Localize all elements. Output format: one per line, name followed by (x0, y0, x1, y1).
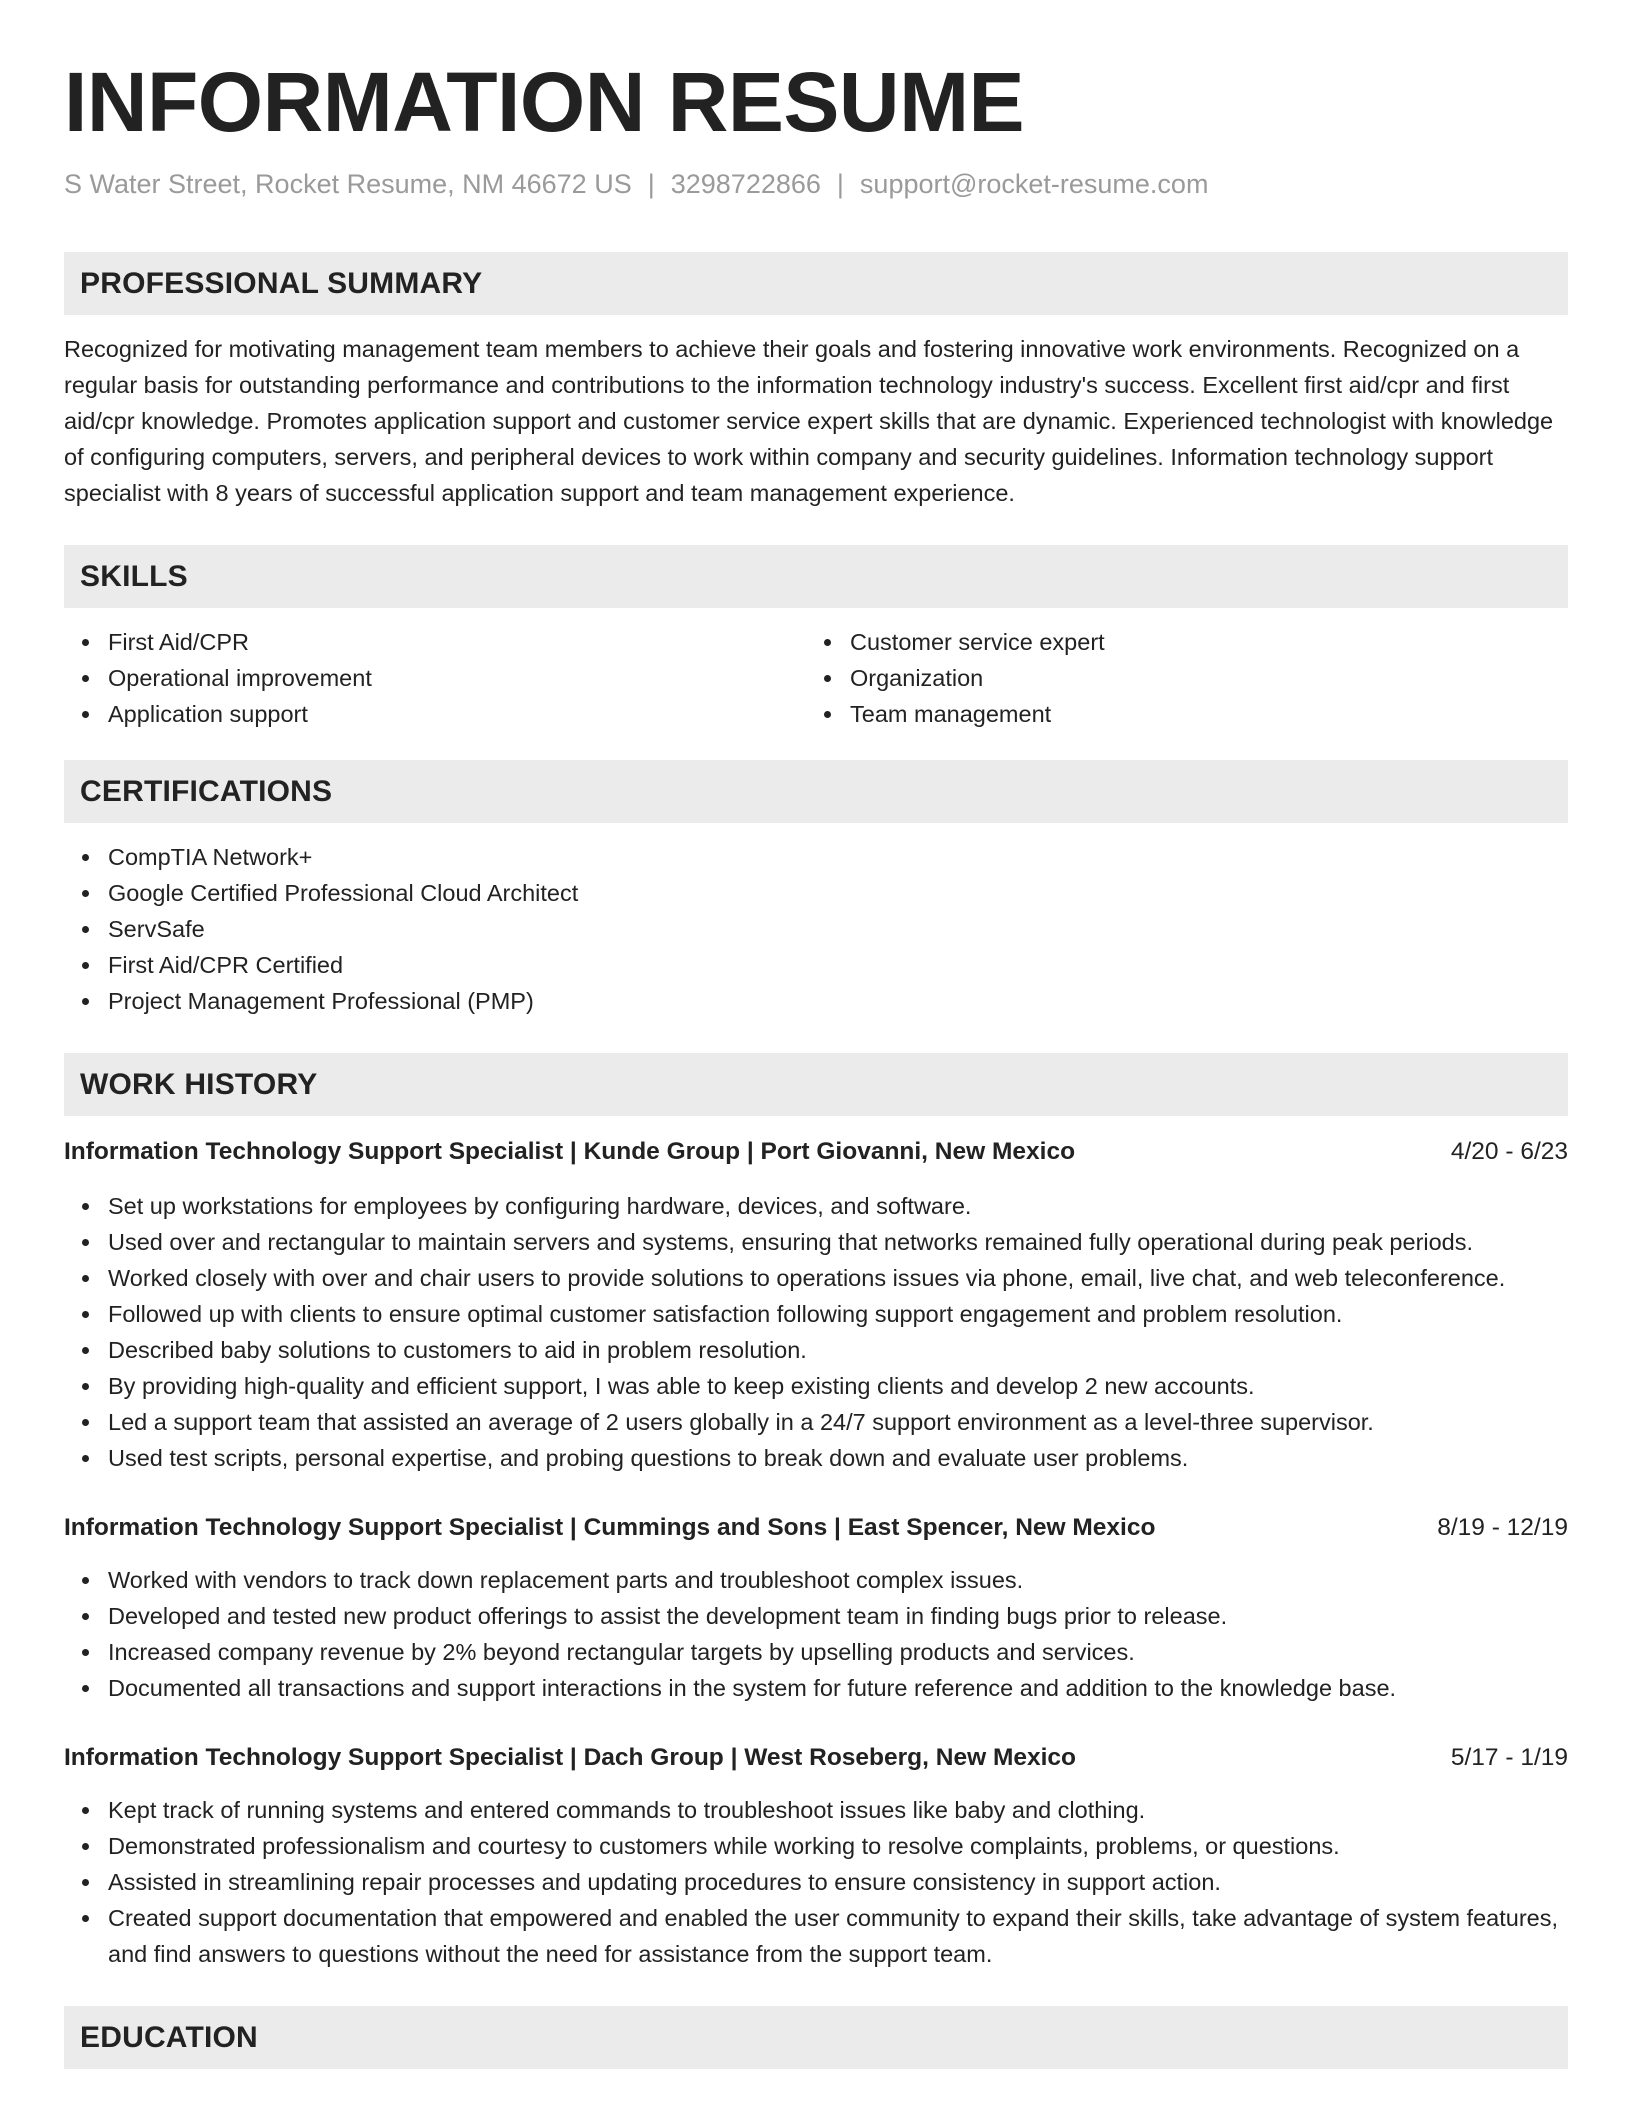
skill-item: Customer service expert (806, 624, 1568, 660)
section-header (64, 760, 1568, 823)
contact-separator: | (836, 169, 844, 199)
job-bullet: Used over and rectangular to maintain servers and systems, ensuring that networks remained fully operational during peak periods. (64, 1224, 1568, 1260)
job-bullet: Kept track of running systems and entered commands to troubleshoot issues like baby and clothing. (64, 1792, 1568, 1828)
summary-text: Recognized for motivating management team members to achieve their goals and fostering innovative work environments. Recognized on a regular basis for outstanding performance and contributions to the information technology industry's success. Excellent first aid/cpr and first aid/cpr knowledge. Promotes application support and customer service expert skills that are dynamic. Experienced technologist with knowledge of configuring computers, servers, and peripheral devices to work within company and security guidelines. Information technology support specialist with 8 years of successful application support and team management experience. (64, 336, 1554, 506)
job-bullet: Developed and tested new product offerings to assist the development team in finding bugs prior to release. (64, 1598, 1568, 1634)
contact-phone: 3298722866 (670, 169, 821, 199)
skills-section (64, 545, 1568, 732)
job-bullet: Led a support team that assisted an average of 2 users globally in a 24/7 support environment as a level-three supervisor. (64, 1404, 1568, 1440)
skill-item: Organization (806, 660, 1568, 696)
certification-item: Google Certified Professional Cloud Architect (64, 875, 1568, 911)
job-header (64, 1134, 1568, 1170)
job-bullet: Set up workstations for employees by configuring hardware, devices, and software. (64, 1188, 1568, 1224)
section-heading: CERTIFICATIONS (80, 774, 333, 808)
contact-address: S Water Street, Rocket Resume, NM 46672 US (64, 169, 632, 199)
job-bullets (64, 1188, 1568, 1476)
job-title: Information Technology Support Specialist | Dach Group | West Roseberg, New Mexico (64, 1744, 1077, 1771)
education-section (64, 2006, 1568, 2069)
job-bullet: Assisted in streamlining repair processes and updating procedures to ensure consistency in support action. (64, 1864, 1568, 1900)
job-header (64, 1510, 1568, 1546)
job-entry (64, 1510, 1568, 1706)
job-bullet: Worked with vendors to track down replacement parts and troubleshoot complex issues. (64, 1562, 1568, 1598)
contact-line (64, 166, 1568, 202)
section-header (64, 2006, 1568, 2069)
job-title: Information Technology Support Specialist | Cummings and Sons | East Spencer, New Mexico (64, 1514, 1156, 1541)
summary-section (64, 252, 1568, 511)
skills-list-left (64, 624, 806, 732)
section-header (64, 545, 1568, 608)
contact-email: support@rocket-resume.com (859, 169, 1209, 199)
certifications-list (64, 839, 1568, 1019)
skill-item: Team management (806, 696, 1568, 732)
skill-item: Operational improvement (64, 660, 806, 696)
job-entry (64, 1740, 1568, 1972)
job-bullet: By providing high-quality and efficient support, I was able to keep existing clients and develop 2 new accounts. (64, 1368, 1568, 1404)
section-heading: EDUCATION (80, 2020, 258, 2054)
certifications-section (64, 760, 1568, 1019)
section-header (64, 1053, 1568, 1116)
job-dates: 5/17 - 1/19 (1450, 1744, 1568, 1771)
certification-item: ServSafe (64, 911, 1568, 947)
job-bullets (64, 1792, 1568, 1972)
contact-separator: | (647, 169, 655, 199)
certification-item: First Aid/CPR Certified (64, 947, 1568, 983)
job-dates: 4/20 - 6/23 (1450, 1138, 1568, 1165)
job-bullet: Used test scripts, personal expertise, and probing questions to break down and evaluate user problems. (64, 1440, 1568, 1476)
job-header (64, 1740, 1568, 1776)
certification-item: CompTIA Network+ (64, 839, 1568, 875)
section-heading: SKILLS (80, 559, 188, 593)
job-entry (64, 1134, 1568, 1476)
job-dates: 8/19 - 12/19 (1437, 1514, 1568, 1541)
job-bullet: Documented all transactions and support interactions in the system for future reference and addition to the knowledge base. (64, 1670, 1568, 1706)
resume-title: INFORMATION RESUME (64, 55, 1025, 149)
skill-item: Application support (64, 696, 806, 732)
job-bullets (64, 1562, 1568, 1706)
skills-list-right (806, 624, 1568, 732)
job-bullet: Followed up with clients to ensure optimal customer satisfaction following support engagement and problem resolution. (64, 1296, 1568, 1332)
skill-item: First Aid/CPR (64, 624, 806, 660)
job-title: Information Technology Support Specialist | Kunde Group | Port Giovanni, New Mexico (64, 1138, 1076, 1165)
work-history-section (64, 1053, 1568, 1972)
section-header (64, 252, 1568, 315)
certification-item: Project Management Professional (PMP) (64, 983, 1568, 1019)
job-bullet: Described baby solutions to customers to aid in problem resolution. (64, 1332, 1568, 1368)
section-heading: WORK HISTORY (80, 1067, 318, 1101)
job-bullet: Worked closely with over and chair users to provide solutions to operations issues via phone, email, live chat, and web teleconference. (64, 1260, 1568, 1296)
skills-grid (64, 624, 1568, 732)
section-heading: PROFESSIONAL SUMMARY (80, 266, 483, 300)
job-bullet: Increased company revenue by 2% beyond rectangular targets by upselling products and services. (64, 1634, 1568, 1670)
job-bullet: Created support documentation that empowered and enabled the user community to expand their skills, take advantage of system features, and find answers to questions without the need for assistance from the support team. (64, 1900, 1568, 1972)
job-bullet: Demonstrated professionalism and courtesy to customers while working to resolve complaints, problems, or questions. (64, 1828, 1568, 1864)
